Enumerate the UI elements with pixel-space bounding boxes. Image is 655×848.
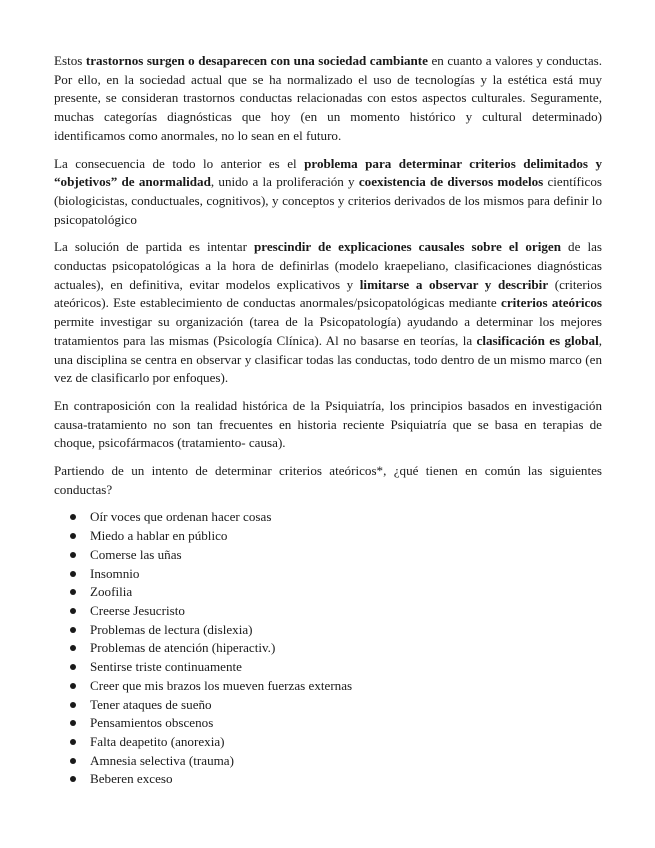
bold-text: limitarse a observar y describir bbox=[359, 276, 549, 292]
text-run: En contraposición con la realidad histórica de la Psiquiatría, los principios basados en investigación causa-tratamiento no son tan frecuentes en historia reciente Psiquiatría que se basa en terapias de choque, psicofármacos (tratamiento- causa). bbox=[54, 397, 602, 451]
text-run: Estos bbox=[54, 53, 86, 68]
list-item bbox=[90, 770, 602, 789]
paragraphs bbox=[54, 52, 602, 499]
list-item-text: Pensamientos obscenos bbox=[90, 715, 214, 731]
list-item-text: Sentirse triste continuamente bbox=[90, 659, 242, 675]
bullet-icon bbox=[70, 664, 76, 670]
bullet-icon bbox=[70, 552, 76, 558]
bullet-icon bbox=[70, 720, 76, 726]
list-item bbox=[90, 565, 602, 584]
bold-text: trastornos surgen o desaparecen con una sociedad cambiante bbox=[85, 53, 428, 68]
list-item-text: Zoofilia bbox=[90, 584, 133, 600]
list-item bbox=[90, 639, 602, 658]
bullet-icon bbox=[70, 627, 76, 633]
bullet-icon bbox=[70, 758, 76, 764]
list-item bbox=[90, 677, 602, 696]
list-item bbox=[90, 752, 602, 771]
bold-text: problema para determinar criterios delimitados y “objetivos” de anormalidad bbox=[54, 155, 602, 190]
text-run: (criterios ateóricos). Este establecimiento de conductas anormales/psicopatológicas mediante bbox=[54, 276, 602, 311]
text-run: en cuanto a valores y conductas. Por ello, en la sociedad actual que se ha normalizado el uso de tecnologías y la estética está muy presente, se consideran trastornos conductas relacionadas con estos aspectos culturales. Seguramente, muchas categorías diagnósticas que hoy (en un momento histórico y cultural determinado) identificamos como anormales, no lo sean en el futuro. bbox=[54, 53, 603, 143]
bullet-icon bbox=[70, 645, 76, 651]
bullet-icon bbox=[70, 589, 76, 595]
bullet-icon bbox=[70, 739, 76, 745]
list-item bbox=[90, 733, 602, 752]
bullet-icon bbox=[70, 514, 76, 520]
list-item-text: Problemas de lectura (dislexia) bbox=[90, 621, 253, 637]
paragraph bbox=[54, 397, 602, 453]
list-item-text: Problemas de atención (hiperactiv.) bbox=[90, 640, 276, 656]
text-run: , una disciplina se centra en observar y clasificar todas las conductas, todo dentro de un mismo marco (en vez de clasificarlo por enfoques). bbox=[54, 332, 602, 386]
list-item bbox=[90, 527, 602, 546]
text-run: La solución de partida es intentar bbox=[54, 239, 255, 255]
paragraph bbox=[54, 155, 602, 230]
paragraph bbox=[54, 52, 602, 146]
list-item bbox=[90, 714, 602, 733]
list-item-text: Insomnio bbox=[90, 565, 140, 581]
bold-text: coexistencia de diversos modelos bbox=[358, 174, 544, 190]
list-item bbox=[90, 583, 602, 602]
bullet-icon bbox=[70, 571, 76, 577]
list-item bbox=[90, 508, 602, 527]
list-item-text: Creerse Jesucristo bbox=[90, 602, 185, 618]
list-item-text: Comerse las uñas bbox=[90, 546, 182, 562]
text-run: científicos (biologicistas, conductuales, cognitivos), y conceptos y criterios derivados de los mismos para definir lo psicopatológico bbox=[54, 174, 603, 227]
list-item-text: Miedo a hablar en público bbox=[90, 528, 228, 544]
list-item bbox=[90, 621, 602, 640]
list-item-text: Falta deapetito (anorexia) bbox=[90, 733, 225, 749]
bullet-icon bbox=[70, 683, 76, 689]
bold-text: criterios ateóricos bbox=[501, 295, 602, 311]
bullet-icon bbox=[70, 608, 76, 614]
list-item-text: Amnesia selectiva (trauma) bbox=[90, 752, 234, 768]
behaviors-list bbox=[54, 508, 602, 789]
text-run: permite investigar su organización (tarea de la Psicopatología) ayudando a determinar los mejores tratamientos para las mismas (Psicología Clínica). Al no basarse en teorías, la bbox=[54, 314, 602, 348]
list-item bbox=[90, 658, 602, 677]
bold-text: clasificación es global bbox=[476, 332, 599, 348]
paragraph bbox=[54, 238, 602, 388]
list-item-text: Oír voces que ordenan hacer cosas bbox=[90, 509, 272, 525]
bullet-icon bbox=[70, 776, 76, 782]
bullet-icon bbox=[70, 702, 76, 708]
list-item-text: Tener ataques de sueño bbox=[90, 696, 212, 712]
list-item bbox=[90, 546, 602, 565]
bullet-icon bbox=[70, 533, 76, 539]
list-item bbox=[90, 602, 602, 621]
bold-text: prescindir de explicaciones causales sobre el origen bbox=[254, 239, 562, 255]
text-run: La consecuencia de todo lo anterior es el bbox=[54, 155, 305, 171]
text-run: de las conductas psicopatológicas a la hora de definirlas (modelo kraepeliano, clasificaciones diagnósticas actuales), en definitiva, evitar modelos explicativos y bbox=[54, 239, 602, 292]
paragraph bbox=[54, 462, 602, 499]
list-item-text: Creer que mis brazos los mueven fuerzas externas bbox=[90, 677, 353, 693]
list-item-text: Beberen exceso bbox=[90, 771, 173, 787]
text-run: , unido a la proliferación y bbox=[210, 174, 359, 190]
text-run: Partiendo de un intento de determinar criterios ateóricos*, ¿qué tienen en común las siguientes conductas? bbox=[54, 463, 602, 497]
list-item bbox=[90, 696, 602, 715]
